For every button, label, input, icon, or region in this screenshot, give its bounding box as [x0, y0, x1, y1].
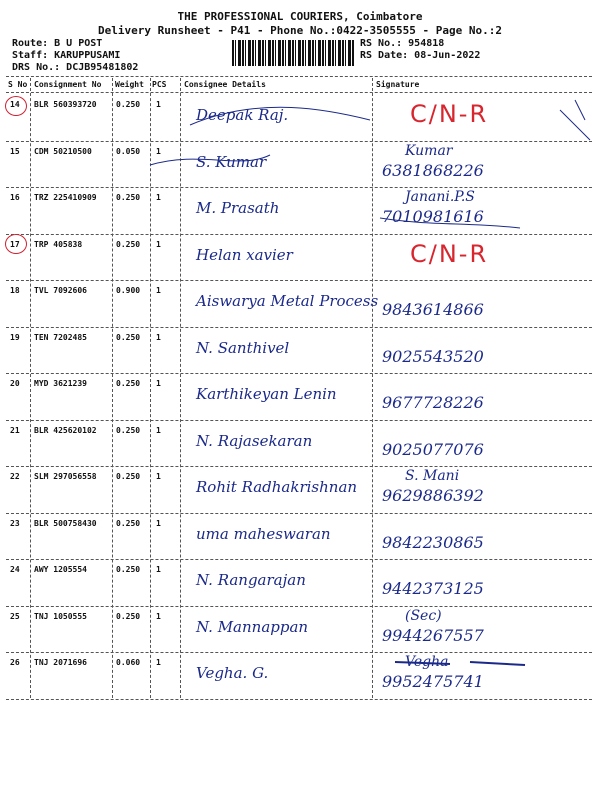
row-consignment-no: BLR 560393720: [34, 100, 97, 109]
row-consignee-name: N. Santhivel: [196, 338, 290, 357]
row-signature: S. Mani: [405, 468, 460, 484]
row-consignee-name: Rohit Radhakrishnan: [196, 478, 358, 496]
row-sno: 16: [10, 193, 20, 202]
row-consignment-no: TNJ 2071696: [34, 658, 87, 667]
row-weight: 0.250: [116, 425, 141, 435]
row-consignee-name: Vegha. G.: [196, 664, 269, 682]
row-weight: 0.060: [116, 658, 141, 667]
staff-label: Staff: KARUPPUSAMI: [12, 50, 121, 61]
row-consignment-no: TRP 405838: [34, 239, 83, 249]
row-consignee-name: uma maheswaran: [196, 524, 331, 543]
col-sno: S No: [8, 80, 28, 89]
row-weight: 0.250: [116, 332, 141, 342]
row-weight: 0.250: [116, 565, 141, 574]
row-phone-number: 9025077076: [382, 439, 484, 459]
rs-date: RS Date: 08-Jun-2022: [360, 50, 481, 61]
row-sno: 18: [10, 286, 20, 295]
row-phone-number: 9843614866: [382, 300, 484, 319]
row-signature: Vegha: [405, 654, 449, 670]
row-sno: 20: [10, 379, 20, 388]
row-consignment-no: BLR 500758430: [34, 518, 97, 528]
rs-number: RS No.: 954818: [360, 38, 445, 49]
row-consignee-name: Deepak Raj.: [196, 106, 289, 124]
row-consignment-no: TEN 7202485: [34, 332, 87, 342]
row-consignment-no: SLM 297056558: [34, 472, 97, 481]
row-consignment-no: MYD 3621239: [34, 379, 87, 388]
runsheet-title: Delivery Runsheet - P41 - Phone No.:0422-3505555 - Page No.:2: [98, 24, 502, 37]
row-consignment-no: TRZ 225410909: [34, 193, 97, 202]
row-weight: 0.250: [116, 472, 141, 481]
row-weight: 0.250: [116, 239, 141, 249]
row-pcs: 1: [156, 472, 161, 481]
row-sno: 14: [10, 100, 20, 109]
row-signature-remark: C/N-R: [410, 100, 489, 128]
row-pcs: 1: [156, 611, 161, 621]
drs-number: DRS No.: DCJB95481802: [12, 62, 139, 73]
col-consignment: Consignment No: [34, 80, 102, 89]
row-sno: 21: [10, 425, 20, 435]
row-sno: 19: [10, 332, 20, 342]
col-signature: Signature: [376, 80, 420, 89]
row-phone-number: 9442373125: [382, 579, 484, 598]
col-consignee: Consignee Details: [184, 80, 266, 89]
row-consignment-no: CDM 50210500: [34, 146, 92, 156]
col-weight: Weight: [115, 80, 144, 89]
row-sno: 15: [10, 146, 20, 156]
row-weight: 0.250: [116, 379, 141, 388]
row-phone-number: 9629886392: [382, 486, 484, 505]
row-consignment-no: TVL 7092606: [34, 286, 87, 295]
company-name: THE PROFESSIONAL COURIERS, Coimbatore: [177, 10, 423, 23]
row-sno: 23: [10, 518, 20, 528]
row-phone-number: 9842230865: [382, 532, 484, 552]
row-consignee-name: Aiswarya Metal Process: [196, 292, 379, 310]
row-sno: 22: [10, 472, 20, 481]
row-sno: 17: [10, 239, 20, 249]
row-signature: (Sec): [405, 607, 442, 624]
row-sno: 24: [10, 565, 20, 574]
row-weight: 0.250: [116, 611, 141, 621]
route-label: Route: B U POST: [12, 38, 103, 49]
row-signature: Janani.P.S: [405, 189, 475, 205]
row-phone-number: 9952475741: [382, 672, 484, 691]
col-pcs: PCS: [152, 80, 167, 89]
row-phone-number: 6381868226: [382, 160, 484, 180]
row-pcs: 1: [156, 518, 161, 528]
row-pcs: 1: [156, 239, 161, 249]
row-sno: 26: [10, 658, 20, 667]
row-weight: 0.900: [116, 286, 141, 295]
row-consignee-name: N. Rangarajan: [196, 571, 306, 589]
row-consignee-name: S. Kumar: [196, 152, 267, 171]
row-phone-number: 9944267557: [382, 625, 484, 645]
row-signature-remark: C/N-R: [410, 239, 489, 268]
row-pcs: 1: [156, 286, 161, 295]
row-pcs: 1: [156, 146, 161, 156]
row-pcs: 1: [156, 332, 161, 342]
row-consignment-no: BLR 425620102: [34, 425, 97, 435]
row-pcs: 1: [156, 100, 161, 109]
row-pcs: 1: [156, 425, 161, 435]
row-pcs: 1: [156, 565, 161, 574]
row-consignee-name: M. Prasath: [196, 199, 280, 217]
row-consignee-name: Karthikeyan Lenin: [196, 385, 337, 403]
row-pcs: 1: [156, 658, 161, 667]
row-phone-number: 9025543520: [382, 346, 484, 366]
row-pcs: 1: [156, 379, 161, 388]
row-weight: 0.250: [116, 100, 141, 109]
row-weight: 0.250: [116, 193, 141, 202]
row-sno: 25: [10, 611, 20, 621]
row-consignee-name: N. Mannappan: [196, 617, 309, 636]
row-phone-number: 9677728226: [382, 393, 484, 412]
row-consignment-no: TNJ 1050555: [34, 611, 87, 621]
row-consignment-no: AWY 1205554: [34, 565, 87, 574]
row-consignee-name: Helan xavier: [196, 245, 293, 264]
row-weight: 0.250: [116, 518, 141, 528]
row-pcs: 1: [156, 193, 161, 202]
row-consignee-name: N. Rajasekaran: [196, 431, 313, 450]
row-signature: Kumar: [405, 142, 453, 159]
row-weight: 0.050: [116, 146, 141, 156]
row-phone-number: 7010981616: [382, 207, 484, 226]
